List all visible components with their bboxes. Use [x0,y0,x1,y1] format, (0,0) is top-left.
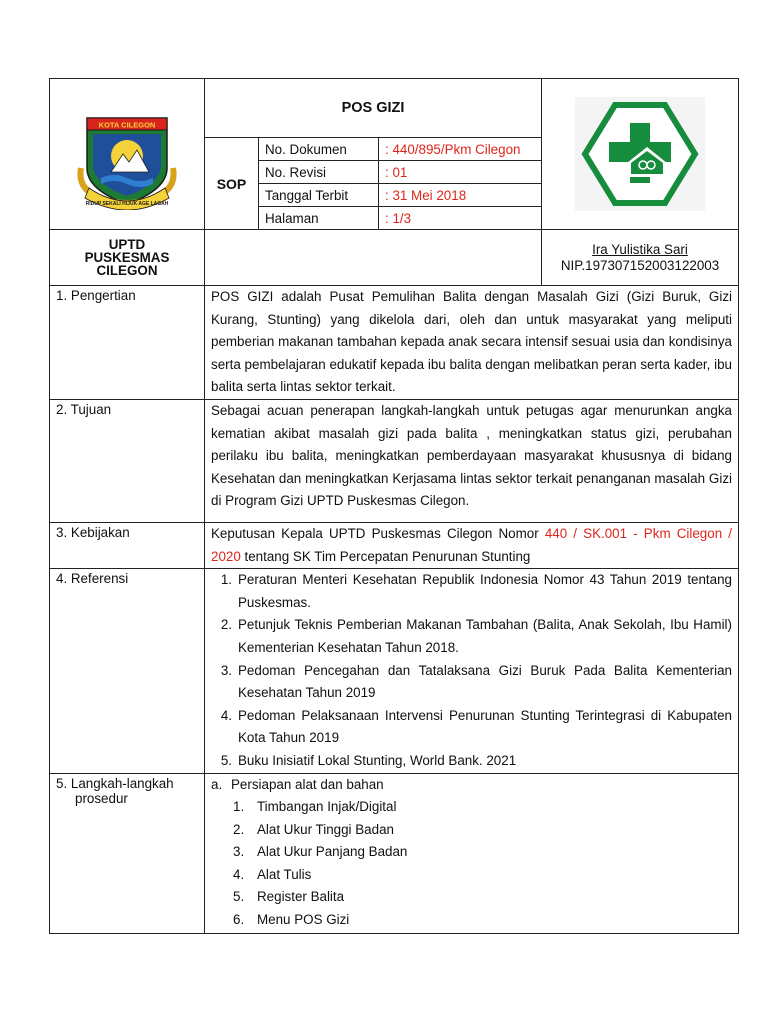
meta-label-tanggal: Tanggal Terbit [259,184,379,207]
prosedur-subheading [211,774,732,797]
section-text-tujuan: Sebagai acuan penerapan langkah-langkah untuk petugas agar menurunkan angka kematian akibat masalah gizi pada balita , meningkatkan status gizi, perubahan perilaku ibu balita, meningkatkan pemberdayaan masyarakat khususnya di bidang Kesehatan dan meningkatkan Kerjasama lintas sektor terkait penanganan masalah Gizi di Program Gizi UPTD Puskesmas Cilegon. [205,399,739,522]
meta-value-dokumen: : 440/895/Pkm Cilegon [379,138,542,161]
list-item-text: Timbangan Injak/Digital [257,799,397,815]
prosedur-label-line-2: prosedur [75,790,128,806]
list-item-number: 3. [233,844,245,860]
sop-label: SOP [205,138,259,230]
meta-value-tanggal: : 31 Mei 2018 [379,184,542,207]
list-item-text: Register Balita [257,889,345,905]
list-item-text: Alat Tulis [257,866,312,882]
prosedur-sub-letter: a. [211,776,223,792]
list-item [233,796,732,819]
org-line-1: UPTD [108,237,146,252]
section-label-kebijakan: 3. Kebijakan [50,522,205,568]
list-item [205,750,732,773]
list-item-number: 4. [220,707,232,723]
list-item [205,660,732,705]
section-label-pengertian: 1. Pengertian [50,286,205,400]
prosedur-label-line-1: 5. Langkah-langkah [56,775,174,791]
section-list-prosedur [205,773,739,933]
sop-table [49,78,739,934]
prosedur-sub-title: Persiapan alat dan bahan [231,776,384,792]
signer-name: Ira Yulistika Sari [592,241,688,257]
section-text-pengertian: POS GIZI adalah Pusat Pemulihan Balita dengan Masalah Gizi (Gizi Buruk, Gizi Kurang, Stunting) yang dikelola dari, oleh dan untuk masyarakat yang meliputi pemberian makanan tambahan kepada anak secara intensif sesuai usia dan kondisinya serta pembelajaran edukatif kepada ibu balita dengan melibatkan peran serta kader, ibu balita serta lintas sektor terkait. [205,286,739,400]
list-item-text: Peraturan Menteri Kesehatan Republik Indonesia Nomor 43 Tahun 2019 tentang Puskesmas. [238,572,732,610]
list-item [205,705,732,750]
section-label-referensi: 4. Referensi [50,569,205,773]
list-item [233,841,732,864]
list-item [233,909,732,932]
list-item-number: 5. [220,752,232,768]
section-label-tujuan: 2. Tujuan [50,399,205,522]
org-line-2: PUSKESMAS [84,250,170,265]
logo-top-text: KOTA CILEGON [98,120,156,130]
list-item-number: 5. [233,889,245,905]
logo-motto-text: RIDUP SEKALI HIJUK AGE LAGAH [85,201,169,207]
city-crest-icon [71,98,183,210]
list-item [233,819,732,842]
kebijakan-text-after: tentang SK Tim Percepatan Penurunan Stunting [240,548,531,564]
list-item-number: 4. [233,866,245,882]
section-list-referensi [205,569,739,773]
list-item [233,886,732,909]
list-item [233,864,732,887]
puskesmas-logo-cell [542,79,739,230]
org-line-3: CILEGON [96,263,158,278]
list-item [205,614,732,659]
blank-header-cell [205,230,542,286]
signer-nip: NIP.197307152003122003 [560,257,720,273]
sop-document [49,78,738,934]
meta-value-halaman: : 1/3 [379,207,542,230]
section-text-kebijakan [205,522,739,568]
list-item-number: 2. [220,617,232,633]
meta-value-revisi: : 01 [379,161,542,184]
signature-block [542,230,739,286]
list-item-number: 1. [220,572,232,588]
organization-name [50,230,205,286]
list-item [205,569,732,614]
list-item-text: Alat Ukur Panjang Badan [257,844,408,860]
section-label-prosedur [50,773,205,933]
list-item-text: Pedoman Pelaksanaan Intervensi Penurunan Stunting Terintegrasi di Kabupaten Kota Tahun 2019 [238,707,732,746]
city-logo-cell [50,79,205,230]
puskesmas-logo-icon [575,97,705,211]
list-item-text: Menu POS Gizi [257,912,350,928]
list-item-text: Buku Inisiatif Lokal Stunting, World Bank. 2021 [238,752,517,768]
meta-label-revisi: No. Revisi [259,161,379,184]
list-item-number: 2. [233,821,245,837]
document-title: POS GIZI [205,79,542,138]
list-item-number: 3. [220,662,232,678]
list-item-number: 6. [233,912,245,928]
meta-label-halaman: Halaman [259,207,379,230]
list-item-number: 1. [233,799,245,815]
list-item-text: Pedoman Pencegahan dan Tatalaksana Gizi Buruk Pada Balita Kementerian Kesehatan Tahun 2019 [238,662,732,701]
list-item-text: Petunjuk Teknis Pemberian Makanan Tambahan (Balita, Anak Sekolah, Ibu Hamil) Kementerian Kesehatan Tahun 2018. [238,617,732,655]
meta-label-dokumen: No. Dokumen [259,138,379,161]
kebijakan-decree-number: 440 / SK.001 - Pkm Cilegon / 2020 [211,525,732,564]
list-item-text: Alat Ukur Tinggi Badan [257,821,394,837]
kebijakan-text-before: Keputusan Kepala UPTD Puskesmas Cilegon Nomor [211,525,545,541]
